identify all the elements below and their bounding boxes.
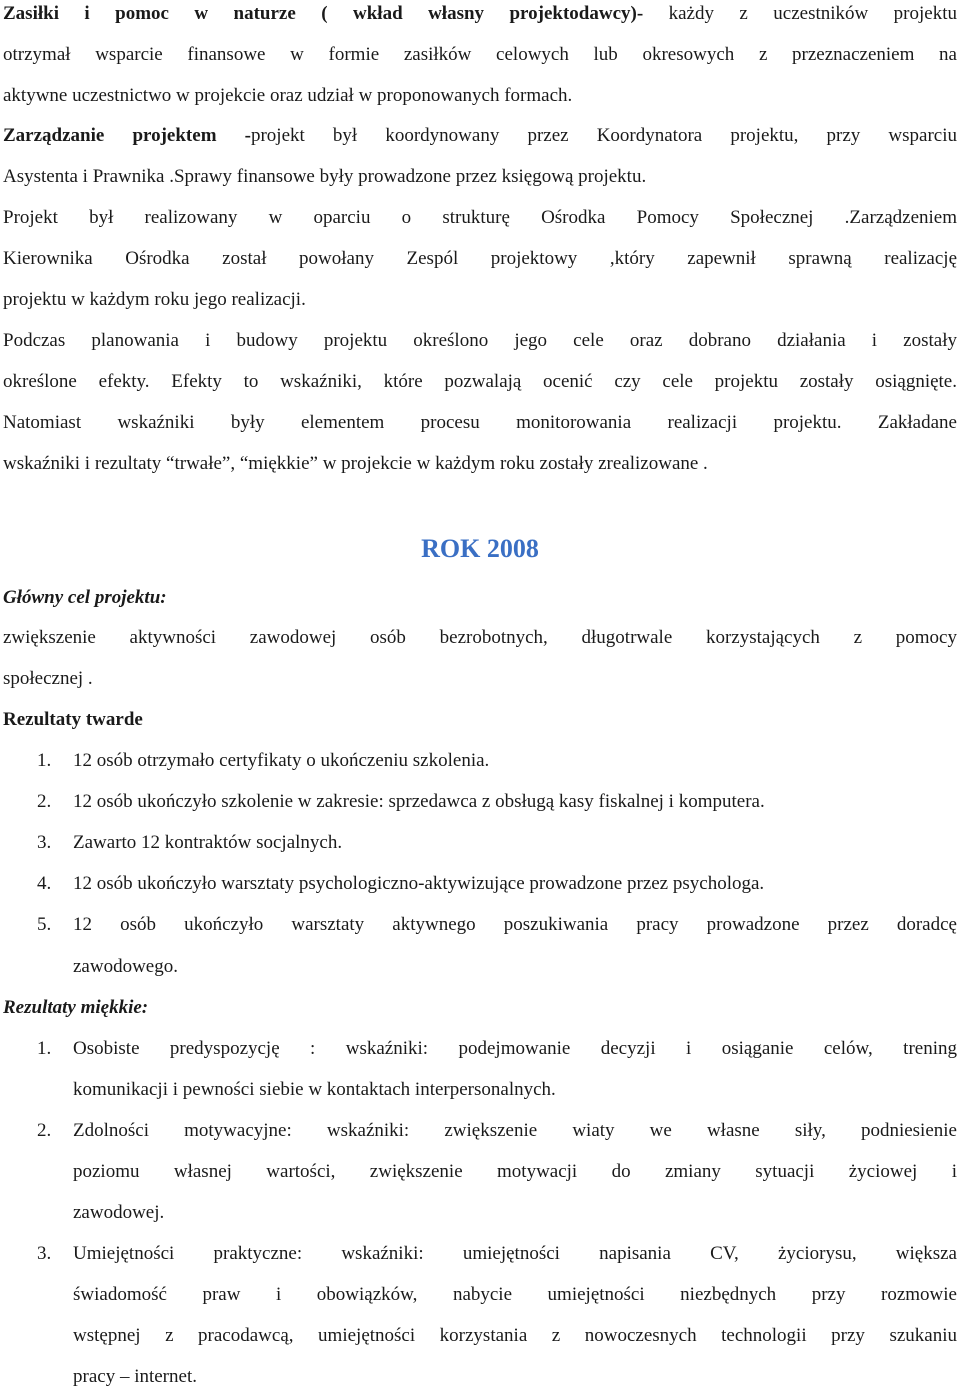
list-item-text: Zawarto 12 kontraktów socjalnych.: [73, 832, 343, 853]
list-item-text: Umiejętności praktyczne: wskaźniki: umiejętności napisania CV, życiorysu, większa: [73, 1243, 957, 1264]
list-item-text: 12 osób ukończyło warsztaty aktywnego poszukiwania pracy prowadzone przez doradcę: [73, 914, 957, 935]
goal-line: zwiększenie aktywności zawodowej osób bezrobotnych, długotrwale korzystających z pomocy: [3, 627, 957, 648]
management-line: Asystenta i Prawnika .Sprawy finansowe były prowadzone przez księgową projektu.: [3, 166, 647, 187]
effects-line: wskaźniki i rezultaty “trwałe”, “miękkie” w projekcie w każdym roku zostały zrealizowane .: [3, 453, 708, 474]
management-line: [3, 124, 957, 148]
soft-results-heading: Rezultaty miękkie:: [3, 997, 149, 1018]
list-item-text: 12 osób ukończyło warsztaty psychologiczno-aktywizujące prowadzone przez psychologa.: [73, 873, 765, 894]
effects-line: Natomiast wskaźniki były elementem procesu monitorowania realizacji projektu. Zakładane: [3, 412, 957, 433]
management-line: Kierownika Ośrodka został powołany Zespól projektowy ,który zapewnił sprawną realizację: [3, 248, 957, 269]
list-item-text: zawodowego.: [73, 956, 178, 977]
year-heading: ROK 2008: [421, 534, 539, 563]
list-item-text: zawodowej.: [73, 1202, 165, 1223]
intro-bold-lead: Zasiłki i pomoc w naturze ( wkład własny projektodawcy)-: [3, 3, 644, 24]
list-item-text: 12 osób ukończyło szkolenie w zakresie: sprzedawca z obsługą kasy fiskalnej i komputera.: [73, 791, 765, 812]
list-item-text: poziomu własnej wartości, zwiększenie motywacji do zmiany sytuacji życiowej i: [73, 1161, 957, 1182]
goal-heading: Główny cel projektu:: [3, 587, 167, 608]
effects-line: określone efekty. Efekty to wskaźniki, które pozwalają ocenić czy cele projektu zostały osiągnięte.: [3, 371, 957, 392]
management-bold-lead: Zarządzanie projektem -: [3, 125, 251, 146]
list-item-text: komunikacji i pewności siebie w kontaktach interpersonalnych.: [73, 1079, 556, 1100]
intro-text: każdy z uczestników projektu: [643, 3, 957, 24]
list-item-text: wstępnej z pracodawcą, umiejętności korzystania z nowoczesnych technologii przy szukaniu: [73, 1325, 957, 1346]
list-number: 2.: [37, 1120, 52, 1141]
list-number: 5.: [37, 914, 52, 935]
management-line: projektu w każdym roku jego realizacji.: [3, 289, 306, 310]
management-line: Projekt był realizowany w oparciu o strukturę Ośrodka Pomocy Społecznej .Zarządzeniem: [3, 207, 957, 228]
list-number: 2.: [37, 791, 52, 812]
list-number: 1.: [37, 1038, 52, 1059]
list-item-text: Zdolności motywacyjne: wskaźniki: zwiększenie wiaty we własne siły, podniesienie: [73, 1120, 957, 1141]
intro-line: aktywne uczestnictwo w projekcie oraz udział w proponowanych formach.: [3, 85, 573, 106]
list-item-text: 12 osób otrzymało certyfikaty o ukończeniu szkolenia.: [73, 750, 490, 771]
list-number: 1.: [37, 750, 52, 771]
hard-results-heading: Rezultaty twarde: [3, 709, 143, 730]
list-item-text: pracy – internet.: [73, 1366, 197, 1387]
intro-line: [3, 2, 957, 26]
intro-line: otrzymał wsparcie finansowe w formie zasiłków celowych lub okresowych z przeznaczeniem na: [3, 44, 957, 65]
effects-line: Podczas planowania i budowy projektu określono jego cele oraz dobrano działania i zostały: [3, 330, 957, 351]
list-item-text: Osobiste predyspozycję : wskaźniki: podejmowanie decyzji i osiąganie celów, trening: [73, 1038, 957, 1059]
list-number: 3.: [37, 1243, 52, 1264]
list-number: 4.: [37, 873, 52, 894]
list-item-text: świadomość praw i obowiązków, nabycie umiejętności niezbędnych przy rozmowie: [73, 1284, 957, 1305]
goal-line: społecznej .: [3, 668, 93, 689]
list-number: 3.: [37, 832, 52, 853]
management-text: projekt był koordynowany przez Koordynatora projektu, przy wsparciu: [250, 125, 958, 146]
